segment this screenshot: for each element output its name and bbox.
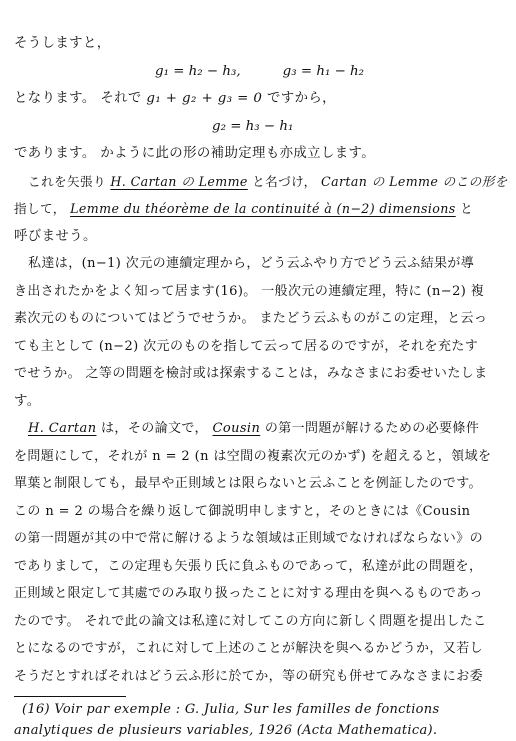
footnote-divider [14,696,126,697]
text-span: Cartan の Lemme のこの形を [321,173,508,189]
text-line: この n = 2 の場合を繰り返して御説明申しますと，そのときには《Cousin [14,503,471,519]
equation: g₂ = h₃ − h₁ [212,118,294,134]
footnote: analytiques de plusieurs variables, 1926 (Acta Mathematica). [14,723,438,738]
text-line: 呼びませう。 [14,228,97,244]
footnote: (16) Voir par exemple : G. Julia, Sur les familles de fonctions [22,702,440,717]
text-line: でせうか。 之等の問題を檢討或は探索することは，みなさまにお委せいたしま [14,366,488,381]
text-line: 單葉と制限しても，最早や正則域とは限らないと云ふことを例証したのです。 [14,476,482,491]
text-line: き出されたかをよく知って居ます(16)。 一般次元の連續定理，特に (n−2) 複 [14,283,485,299]
text-span: となります。 それで [14,91,142,106]
text-line [14,168,508,196]
text-line [14,195,502,223]
underlined-term: H. Cartan [28,421,97,436]
text-line: でありまして，この定理も矢張り氏に負ふものであって，私達が此の問題を， [14,558,483,574]
text-line: 私達は，(n−1) 次元の連續定理から，どう云ふやり方でどう云ふ結果が導 [28,256,475,271]
text-span: は，その論文で， [101,421,208,436]
text-line: を問題にして，それが n = 2 (n は空間の複素次元のかず) を超えると，領域を [14,448,492,464]
text-line: す。 [14,393,41,409]
text-line: 正則域と限定して其處でのみ取り扱ったことに対する理由を與へるものであっ [14,586,483,601]
equation: g₁ = h₂ − h₃, [155,63,241,79]
text-line: ても主として (n−2) 次元のものを指して云って居るのですが，それを充たす [14,338,479,354]
text-line [14,415,502,443]
equation-line [14,113,502,141]
text-span: これを矢張り [28,173,106,189]
text-line: そうだとすればそれはどう云ふ形に於てか，等の研究も併せてみなさまにお委 [14,668,484,684]
text-line: の第一問題が其の中で常に解けるような領域は正則域でなければならない》の [14,531,484,546]
text-span: と名づけ， [252,173,317,189]
text-line [14,85,502,113]
underlined-term: Lemme du théorème de la continuité à (n−2) dimensions [70,201,456,216]
underlined-term: Cousin [212,421,261,436]
text-line: とになるのですが，これに対して上述のことが解決を與へるかどうか，又若し [14,641,484,656]
text-span: 指して， [14,201,66,216]
text-span: と [460,201,474,216]
equation-line [14,58,502,86]
text-line: そうしますと， [14,36,111,51]
equation: g₁ + g₂ + g₃ = 0 [146,91,263,106]
text-line: 素次元のものについてはどうでせうか。 またどう云ふものがこの定理，と云っ [14,311,488,326]
text-span: ですから， [267,91,336,106]
text-line: であります。 かように此の形の補助定理も亦成立します。 [14,146,376,161]
text-span: の第一問題が解けるための必要條件 [264,421,480,436]
text-line: たのです。 それで此の論文は私達に対してこの方向に新しく問題を提出したこ [14,613,487,629]
underlined-term: H. Cartan の Lemme [110,173,248,189]
equation: g₃ = h₁ − h₂ [282,63,365,79]
